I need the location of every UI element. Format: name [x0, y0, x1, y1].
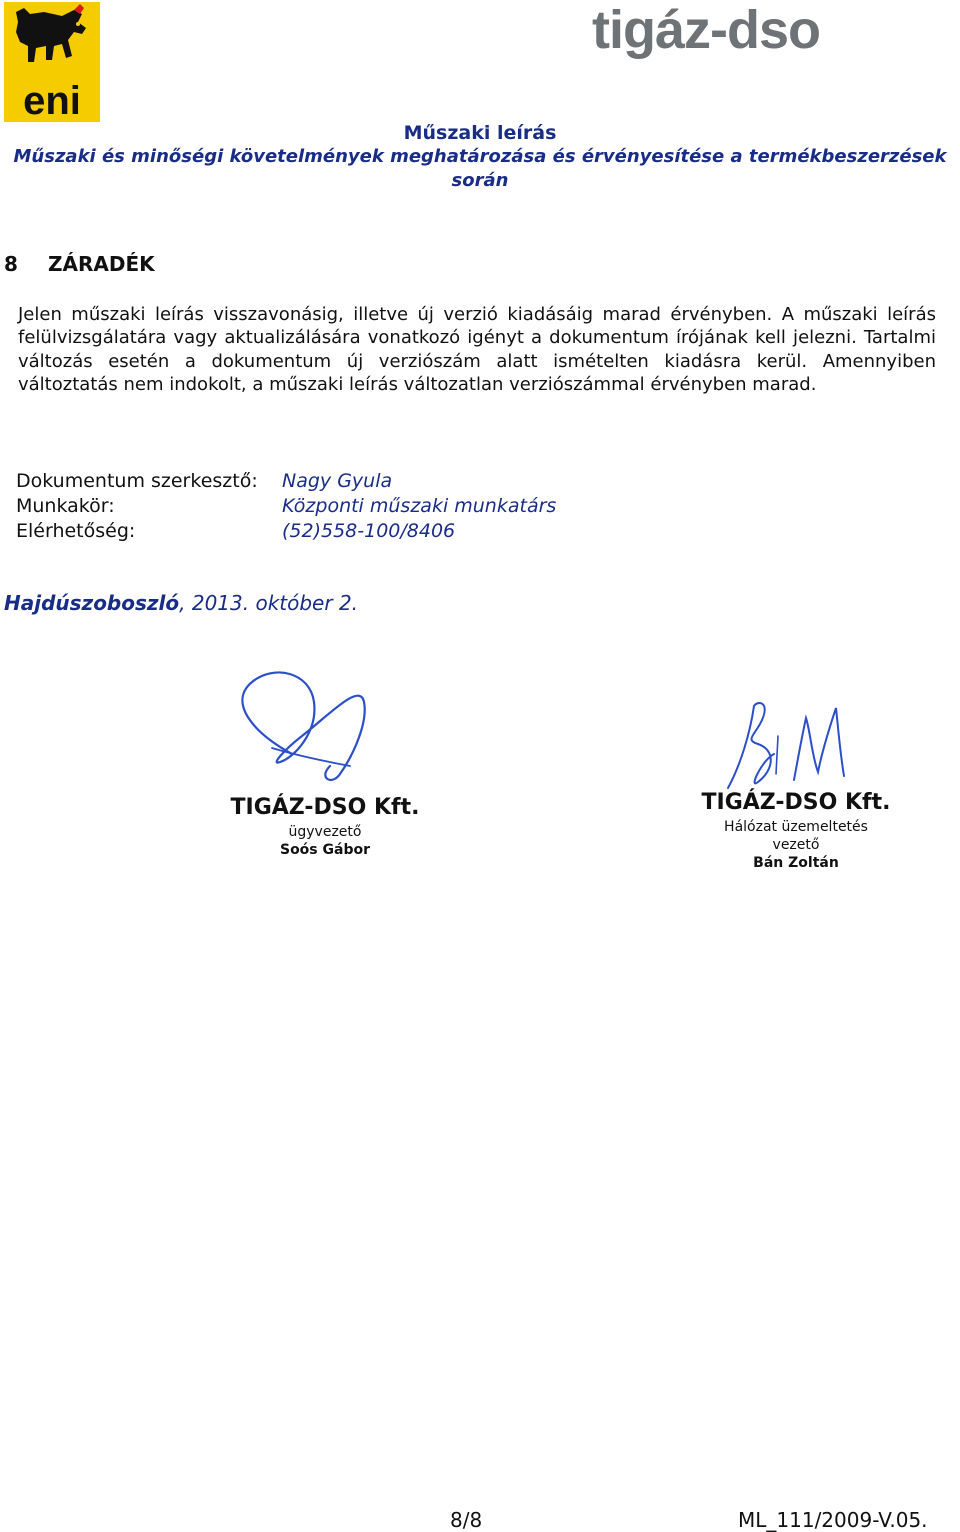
editor-value: Nagy Gyula	[282, 470, 393, 492]
place-city: Hajdúszoboszló	[4, 591, 180, 615]
signature-right	[718, 696, 868, 796]
eni-logo	[4, 2, 100, 122]
signatory-role: ügyvezető	[288, 824, 362, 840]
contact-label: Elérhetőség:	[16, 520, 136, 542]
signature-left	[232, 662, 382, 792]
signature-block-left	[214, 793, 436, 859]
signatory-company: TIGÁZ-DSO Kft.	[230, 795, 420, 820]
editor-label: Dokumentum szerkesztő:	[16, 470, 258, 492]
subtitle-line-2: során	[451, 170, 509, 191]
signatory-company: TIGÁZ-DSO Kft.	[701, 790, 891, 815]
contact-value: (52)558-100/8406	[282, 520, 456, 542]
section-heading	[4, 252, 155, 276]
signatory-role-line-2: vezető	[772, 837, 820, 853]
signatory-name: Soós Gábor	[279, 842, 370, 858]
section-body-paragraph: Jelen műszaki leírás visszavonásig, illetve új verzió kiadásáig marad érvényben. A műszaki leírás felülvizsgálatára vagy aktualizálására vonatkozó igényt a dokumentum írójának kell jelezni. Tartalmi változás esetén a dokumentum új verziószám alatt ismételten kiadásra kerül. Amennyiben változtatás nem indokolt, a műszaki leírás változatlan verziószámmal érvényben marad.	[18, 304, 936, 396]
tigaz-dso-logo: tigáz-dso	[592, 0, 820, 60]
eni-wordmark: eni	[23, 79, 81, 122]
section-number: 8	[4, 252, 18, 276]
signatory-role-line-1: Hálózat üzemeltetés	[724, 819, 868, 835]
signature-block-right	[686, 788, 906, 872]
document-title: Műszaki leírás	[403, 122, 557, 144]
role-label: Munkakör:	[16, 495, 115, 517]
editor-row	[16, 469, 392, 494]
section-title: ZÁRADÉK	[48, 252, 155, 276]
document-subtitle	[0, 145, 960, 193]
subtitle-line-1: Műszaki és minőségi követelmények meghatározása és érvényesítése a termékbeszerzések	[13, 146, 947, 167]
role-row	[16, 494, 556, 519]
date-text: , 2013. október 2.	[179, 591, 359, 615]
page-number: 8/8	[450, 1508, 483, 1532]
contact-row	[16, 519, 455, 544]
signatory-name: Bán Zoltán	[753, 855, 839, 871]
role-value: Központi műszaki munkatárs	[282, 495, 557, 517]
place-date	[4, 591, 358, 615]
document-code: ML_111/2009-V.05.	[738, 1508, 928, 1532]
